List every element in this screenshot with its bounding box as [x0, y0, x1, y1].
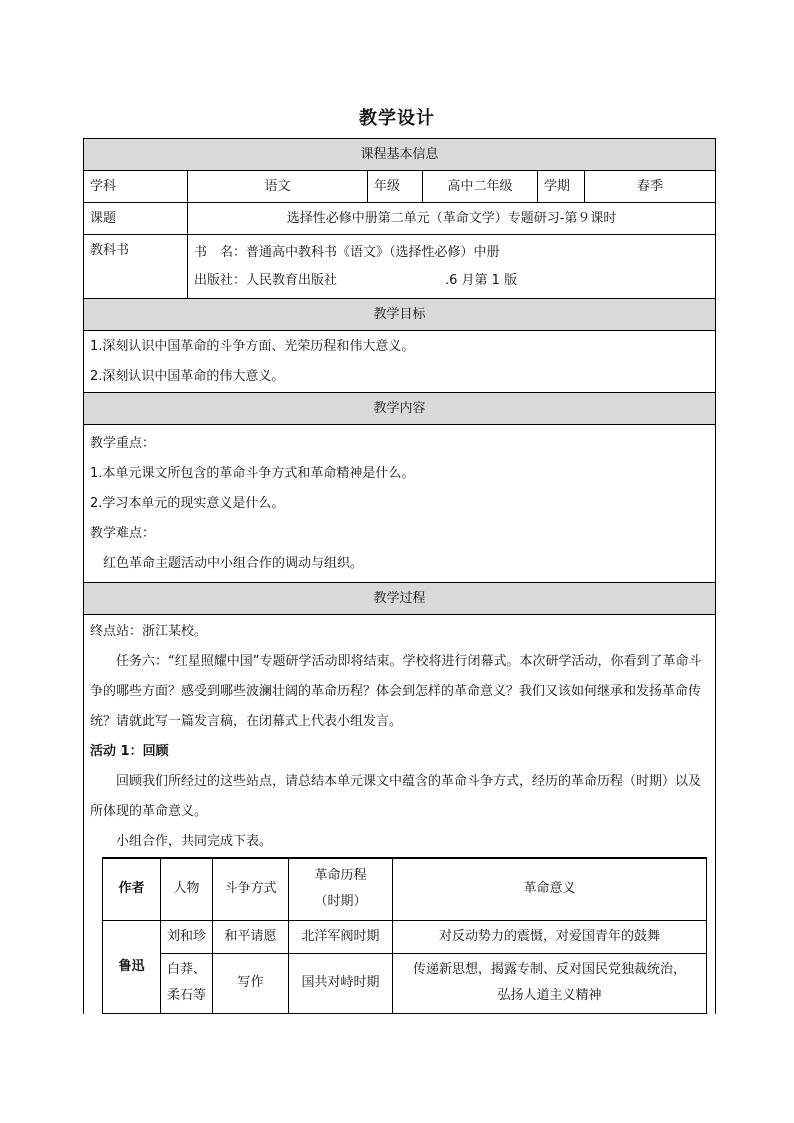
term-label: 学期 [538, 171, 585, 203]
period-cell: 国共对峙时期 [289, 953, 393, 1013]
meaning-line: 传递新思想，揭露专制、反对国民党独裁统治， [412, 962, 686, 977]
task-text: 任务六：“红星照耀中国”专题研学活动即将结束。学校将进行闭幕式。本次研学活动，你看到了革命斗争的哪些方面？感受到哪些波澜壮阔的革命历程？体会到怎样的革命意义？我们又该如何继承和发扬革命传统？请就此写一篇发言稿，在闭幕式上代表小组发言。 [90, 654, 702, 729]
header-period-line1: 革命历程 [314, 868, 367, 884]
activity-text: 回顾我们所经过的这些站点，请总结本单元课文中蕴含的革命斗争方式，经历的革命历程（时期）以及所体现的革命意义。 [90, 774, 702, 819]
header-meaning: 革命意义 [393, 858, 707, 920]
topic-value: 选择性必修中册第二单元（革命文学）专题研习-第９课时 [188, 203, 716, 235]
section-content: 教学内容 [84, 393, 716, 425]
subject-value: 语文 [188, 171, 368, 203]
document-title: 教学设计 [359, 108, 435, 129]
section-basic-info: 课程基本信息 [84, 139, 716, 171]
textbook-label: 教科书 [84, 235, 188, 299]
content-body [84, 425, 716, 583]
person-cell [161, 953, 213, 1013]
lesson-plan-table [83, 138, 716, 1014]
method-cell: 写作 [213, 953, 289, 1013]
key-point-item: 2.学习本单元的现实意义是什么。 [90, 495, 285, 511]
activity-title: 活动 1：回顾 [90, 744, 169, 759]
header-person: 人物 [161, 858, 213, 920]
period-cell: 北洋军阀时期 [289, 920, 393, 953]
section-goals: 教学目标 [84, 299, 716, 331]
grade-label: 年级 [368, 171, 423, 203]
meaning-line: 弘扬人道主义精神 [497, 988, 602, 1003]
group-text: 小组合作，共同完成下表。 [116, 834, 273, 849]
header-period-line2: （时期） [314, 894, 367, 910]
header-author: 作者 [103, 858, 161, 920]
subject-label: 学科 [84, 171, 188, 203]
grade-value: 高中二年级 [423, 171, 538, 203]
topic-label: 课题 [84, 203, 188, 235]
person-line: 白莽、 [166, 962, 206, 977]
key-points-label: 教学重点： [90, 435, 156, 451]
person-line: 柔石等 [166, 988, 206, 1003]
textbook-publisher: 出版社：人民教育出版社 [194, 273, 338, 288]
difficulty-label: 教学难点： [90, 525, 156, 541]
difficulty-text: 红色革命主题活动中小组合作的调动与组织。 [103, 555, 364, 571]
person-cell: 刘和珍 [161, 920, 213, 953]
station-text: 终点站：浙江某校。 [90, 624, 208, 639]
header-period [289, 858, 393, 920]
author-cell: 鲁迅 [103, 920, 161, 1013]
term-value: 春季 [585, 171, 716, 203]
revolution-summary-table [102, 857, 707, 1014]
goals-body [84, 331, 716, 393]
method-cell: 和平请愿 [213, 920, 289, 953]
key-point-item: 1.本单元课文所包含的革命斗争方式和革命精神是什么。 [90, 465, 415, 481]
process-body [84, 615, 716, 1014]
textbook-name: 书 名：普通高中教科书《语文》（选择性必修）中册 [194, 245, 500, 260]
meaning-cell [393, 953, 707, 1013]
textbook-publisher-line [194, 267, 709, 295]
goal-item: 2.深刻认识中国革命的伟大意义。 [90, 368, 285, 384]
section-process: 教学过程 [84, 583, 716, 615]
textbook-edition: .6 月第 1 版 [445, 273, 518, 288]
meaning-cell: 对反动势力的震慑，对爱国青年的鼓舞 [393, 920, 707, 953]
goal-item: 1.深刻认识中国革命的斗争方面、光荣历程和伟大意义。 [90, 338, 415, 354]
header-method: 斗争方式 [213, 858, 289, 920]
textbook-info [188, 235, 716, 299]
